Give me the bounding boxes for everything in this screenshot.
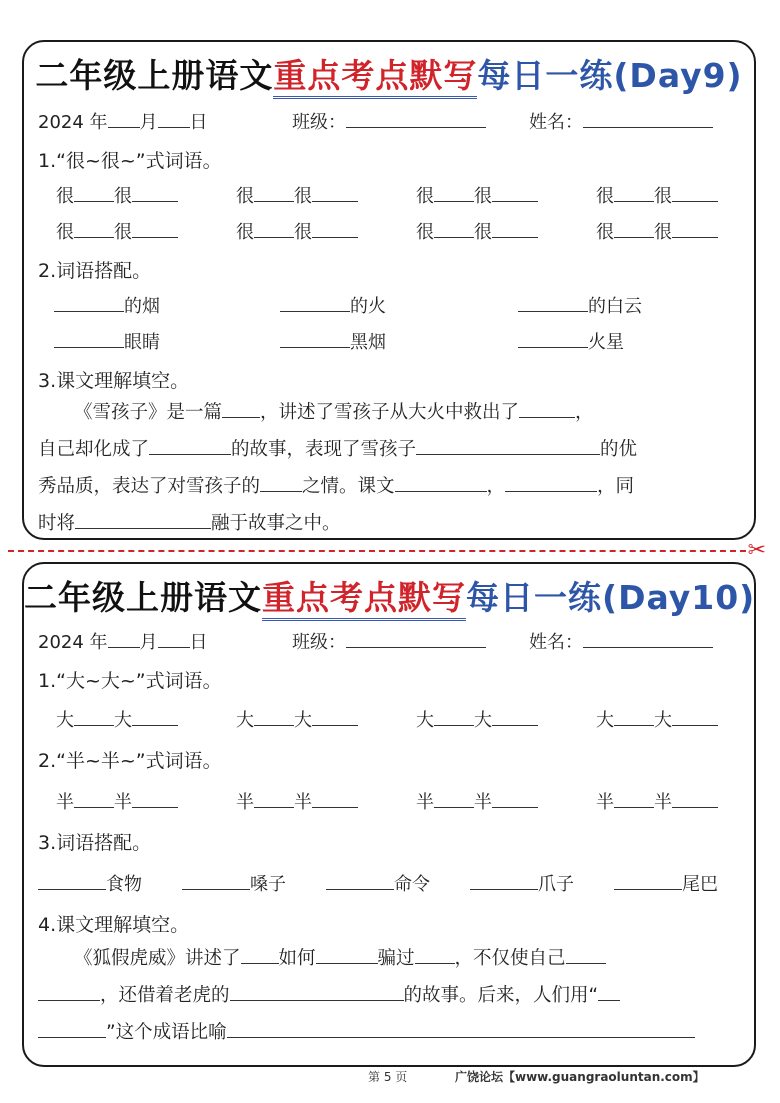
page-number: 第 5 页: [368, 1070, 408, 1084]
fill-item: 很 很: [416, 182, 538, 208]
para-line-1: 《雪孩子》是一篇 ，讲述了雪孩子从大火中救出了 ，: [74, 402, 594, 423]
site-credit: 广饶论坛【www.guangraoluntan.com】: [455, 1070, 705, 1084]
worksheet-day10: [22, 562, 756, 1067]
fill-item: 大 大: [236, 706, 358, 732]
match-item: 尾巴: [614, 870, 718, 896]
para-line-4: 时将 融于故事之中。: [38, 513, 341, 534]
match-item: 的火: [280, 292, 386, 318]
class-label: 班级：: [292, 632, 346, 653]
fill-item: 很 很: [596, 218, 718, 244]
scissors-icon: ✂: [747, 538, 766, 563]
day-blank[interactable]: [158, 111, 190, 128]
match-item: 眼睛: [54, 328, 160, 354]
title-part-black: 二年级上册语文: [35, 56, 274, 95]
name-blank[interactable]: [583, 111, 713, 128]
class-label: 班级：: [292, 112, 346, 133]
title-part-blue: 每日一练(Day9): [477, 56, 743, 95]
para-line-3: 秀品质，表达了对雪孩子的 之情。课文 ， ，同: [38, 476, 635, 497]
name-field: [529, 628, 713, 654]
reading-fill-paragraph: [38, 940, 695, 1051]
match-item: 的白云: [518, 292, 642, 318]
title-part-blue: 每日一练(Day10): [466, 578, 756, 617]
name-blank[interactable]: [583, 631, 713, 648]
match-item: 食物: [38, 870, 142, 896]
match-item: 的烟: [54, 292, 160, 318]
question-3-heading: 3.词语搭配。: [38, 832, 152, 854]
month-blank[interactable]: [108, 111, 140, 128]
para-line-1: 《狐假虎威》讲述了 如何 骗过 ，不仅使自己: [38, 940, 695, 977]
title-part-red: 重点考点默写: [273, 56, 477, 99]
class-field: [292, 628, 486, 654]
fill-item: 很 很: [236, 182, 358, 208]
fill-item: 很 很: [596, 182, 718, 208]
question-2-heading: 2.“半~半~”式词语。: [38, 750, 222, 772]
date-class-name-row: [38, 108, 208, 134]
question-2-heading: 2.词语搭配。: [38, 260, 152, 282]
worksheet-title: [24, 572, 754, 619]
reading-fill-paragraph: [38, 394, 637, 542]
month-label: 月: [139, 112, 158, 133]
title-part-black: 二年级上册语文: [24, 578, 262, 617]
class-blank[interactable]: [346, 631, 486, 648]
fill-item: 很 很: [56, 218, 178, 244]
fill-item: 半 半: [596, 788, 718, 814]
year-label: 2024 年: [38, 632, 108, 653]
day-label: 日: [189, 112, 208, 133]
fill-item: 大 大: [416, 706, 538, 732]
name-field: [529, 108, 713, 134]
fill-item: 很 很: [56, 182, 178, 208]
question-1-heading: 1.“大~大~”式词语。: [38, 670, 222, 692]
month-blank[interactable]: [108, 631, 140, 648]
match-item: 嗓子: [182, 870, 286, 896]
class-blank[interactable]: [346, 111, 486, 128]
question-1-heading: 1.“很~很~”式词语。: [38, 150, 222, 172]
match-item: 命令: [326, 870, 430, 896]
name-label: 姓名：: [529, 112, 583, 133]
cut-line: [8, 550, 746, 552]
fill-item: 大 大: [596, 706, 718, 732]
match-item: 火星: [518, 328, 624, 354]
date-class-name-row: [38, 628, 208, 654]
fill-item: 半 半: [416, 788, 538, 814]
match-item: 爪子: [470, 870, 574, 896]
title-part-red: 重点考点默写: [262, 578, 466, 621]
class-field: [292, 108, 486, 134]
name-label: 姓名：: [529, 632, 583, 653]
match-item: 黑烟: [280, 328, 386, 354]
fill-item: 大 大: [56, 706, 178, 732]
fill-item: 半 半: [236, 788, 358, 814]
question-4-heading: 4.课文理解填空。: [38, 914, 190, 936]
question-3-heading: 3.课文理解填空。: [38, 370, 190, 392]
day-blank[interactable]: [158, 631, 190, 648]
worksheet-day9: [22, 40, 756, 540]
worksheet-title: [24, 50, 754, 97]
para-line-2: ，还借着老虎的 的故事。后来，人们用“: [38, 977, 695, 1014]
para-line-3: ”这个成语比喻: [38, 1014, 695, 1051]
month-label: 月: [139, 632, 158, 653]
fill-item: 半 半: [56, 788, 178, 814]
year-label: 2024 年: [38, 112, 108, 133]
fill-item: 很 很: [236, 218, 358, 244]
fill-item: 很 很: [416, 218, 538, 244]
day-label: 日: [189, 632, 208, 653]
para-line-2: 自己却化成了 的故事，表现了雪孩子 的优: [38, 439, 638, 460]
